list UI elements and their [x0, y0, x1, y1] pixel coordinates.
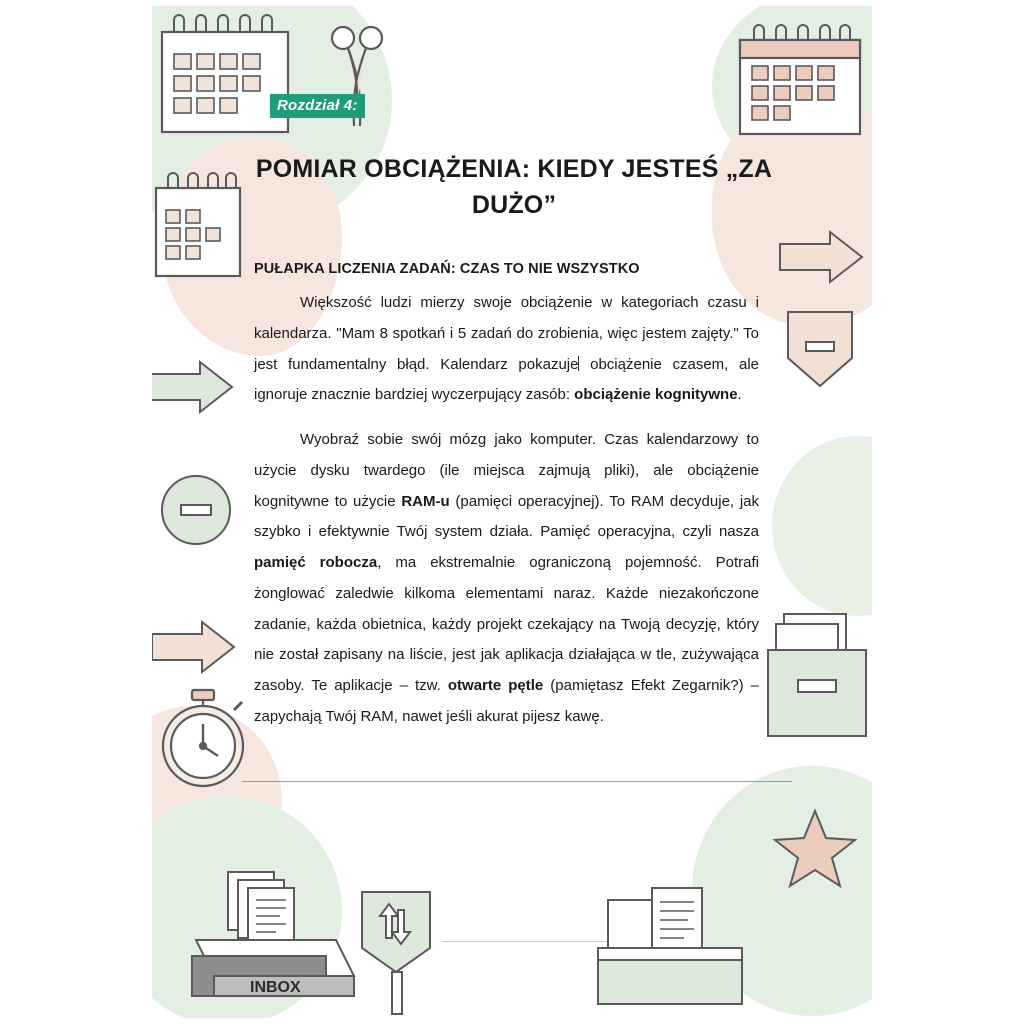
- decorative-blob-green-middle-right: [772, 436, 872, 616]
- circle-badge-icon: [156, 470, 236, 550]
- plain-text: , ma ekstremalnie ograniczoną pojemność. Potrafi żonglować zaledwie kilkoma elementami naraz. Każde niezakończone zadanie, każda obietnica, każdy projekt czekający na Twoją decyzję, który nie został zapisany na liście, jest jak aplikacja działająca w tle, zużywająca zasoby. Te aplikacje – tzw.: [254, 554, 759, 694]
- signpost-arrows-icon: [348, 886, 444, 1016]
- page-title: POMIAR OBCIĄŻENIA: KIEDY JESTEŚ „ZA DUŻO”: [255, 154, 773, 219]
- stopwatch-icon: [152, 684, 262, 794]
- emphasis-text: RAM-u: [401, 492, 450, 510]
- arrow-right-icon: [152, 618, 240, 676]
- inbox-label: INBOX: [250, 979, 301, 996]
- star-icon: [772, 806, 858, 892]
- arrow-right-icon: [152, 358, 238, 416]
- document-sheet: [152, 6, 872, 1018]
- paragraph-2: [254, 425, 759, 733]
- badge-icon: [778, 306, 862, 392]
- arrow-right-icon: [776, 228, 866, 286]
- section-heading: PUŁAPKA LICZENIA ZADAŃ: CZAS TO NIE WSZYSTKO: [254, 261, 640, 278]
- emphasis-text: otwarte pętle: [447, 677, 544, 694]
- inbox-tray-icon: [186, 868, 366, 1008]
- page-gutter-right: [872, 0, 1024, 1024]
- page-gutter-left: [0, 0, 152, 1024]
- calendar-icon: [152, 168, 248, 288]
- calendar-icon: [732, 20, 868, 140]
- body-text: [254, 288, 759, 733]
- plain-text: Większość ludzi mierzy swoje obciążenie w kategoriach czasu i kalendarza. "Mam 8 spotkań i 5 zadań do zrobienia, więc jestem zajęty." To jest fundamentalny błąd. Kalendarz pokazuje: [254, 294, 759, 373]
- plain-text: obciążenie czasem, ale ignoruje znacznie bardziej wyczerpujący zasób:: [254, 355, 760, 404]
- emphasis-text: pamięć robocza: [254, 554, 378, 571]
- section-divider: [242, 781, 792, 782]
- plain-text: (pamiętasz Efekt Zegarnik?) – zapychają Twój RAM, nawet jeśli akurat pijesz kawę.: [254, 677, 759, 725]
- plain-text: Wyobraź sobie swój mózg jako komputer. Czas kalendarzowy to użycie dysku twardego (ile miejsca zajmują pliki), ale obciążenie kognitywne to użycie: [254, 431, 759, 510]
- paragraph-1: [254, 288, 759, 411]
- plain-text: .: [737, 386, 742, 404]
- calendar-icon: [152, 10, 298, 140]
- chapter-tag: Rozdział 4:: [270, 94, 365, 118]
- file-drawer-icon: [762, 606, 872, 746]
- plain-text: (pamięci operacyjnej). To RAM decyduje, jak szybko i efektywnie Twój system działa. Pamięć operacyjna, czyli nasza: [254, 492, 759, 541]
- emphasis-text: obciążenie kognitywne: [574, 386, 738, 404]
- document-tray-icon: [592, 882, 752, 1012]
